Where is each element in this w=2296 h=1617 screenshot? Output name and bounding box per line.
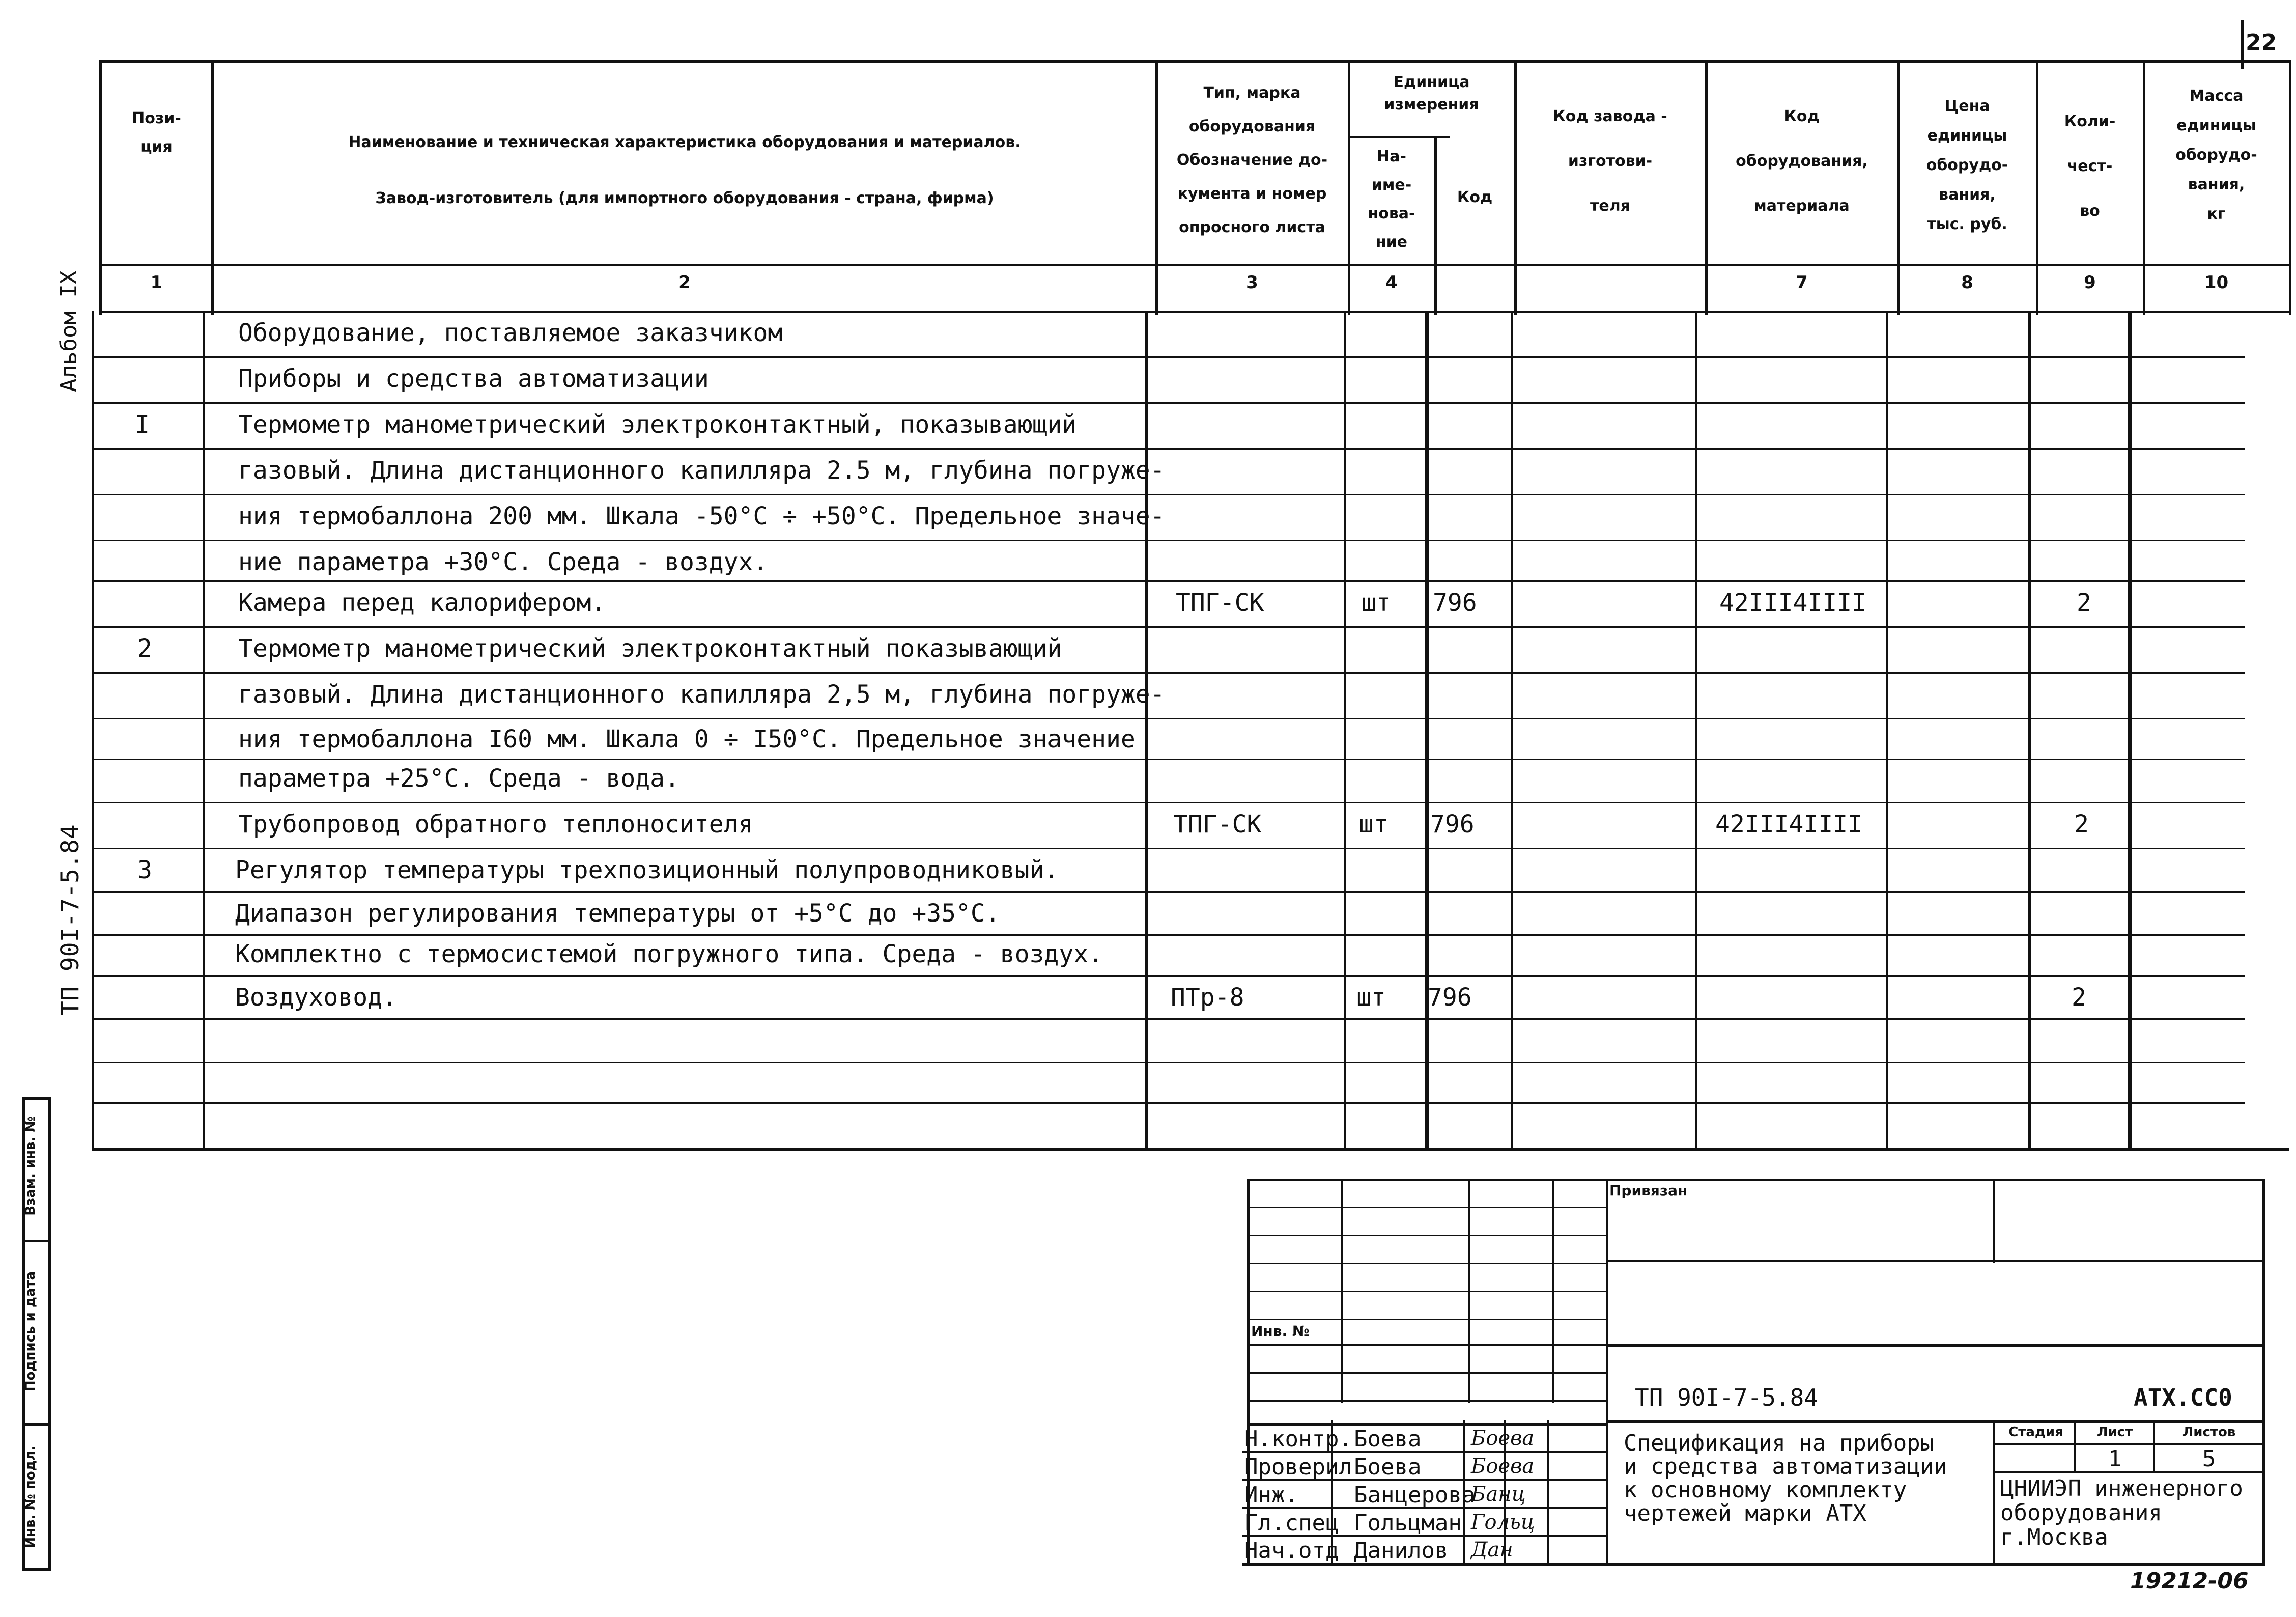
row-unit-code: 796 <box>1428 983 1472 1012</box>
row-quantity: 2 <box>2077 589 2091 617</box>
staff-role: Проверил <box>1244 1454 1352 1480</box>
table-row: Термометр манометрический электроконтактный, показывающий <box>238 410 1077 439</box>
table-row: Комплектно с термосистемой погружного типа. Среда - воздух. <box>235 940 1103 968</box>
table-row: параметра +25°С. Среда - вода. <box>238 764 679 793</box>
album-label: Альбом IX <box>56 270 82 392</box>
header-material-code: Код оборудования, материала <box>1736 107 1868 215</box>
side-label-vzam: Взам. инв. № <box>23 1116 38 1216</box>
colnum-2: 2 <box>678 272 691 293</box>
header-mass: Масса единицы оборудо- вания, кг <box>2175 87 2257 223</box>
staff-signature: Банц <box>1471 1483 1526 1506</box>
side-label-inv-podl: Инв. № подл. <box>23 1445 38 1548</box>
listov-value: 5 <box>2202 1446 2216 1472</box>
colnum-8: 8 <box>1961 272 1973 293</box>
row-type: ПТр-8 <box>1171 983 1244 1012</box>
row-unit: шт <box>1356 983 1386 1012</box>
table-row: Оборудование, поставляемое заказчиком <box>238 319 783 347</box>
table-row: Приборы и средства автоматизации <box>238 365 709 393</box>
table-row: Трубопровод обратного теплоносителя <box>238 810 753 839</box>
row-unit: шт <box>1359 810 1388 839</box>
privyazan-label: Привязан <box>1609 1182 1688 1199</box>
colnum-10: 10 <box>2204 272 2229 293</box>
header-unit-name: На- име- нова- ние <box>1368 148 1415 251</box>
side-label-podpis: Подпись и дата <box>23 1271 38 1392</box>
listov-label: Листов <box>2182 1425 2236 1440</box>
header-price: Цена единицы оборудо- вания, тыс. руб. <box>1926 97 2008 233</box>
table-row: газовый. Длина дистанционного капилляра 2,5 м, глубина погруже- <box>238 680 1165 709</box>
table-row: газовый. Длина дистанционного капилляра 2.5 м, глубина погруже- <box>238 456 1165 485</box>
archive-number: 19212-06 <box>2130 1568 2249 1594</box>
staff-signature: Боева <box>1471 1455 1535 1478</box>
staff-name: Банцерова <box>1354 1482 1476 1508</box>
staff-name: Боева <box>1354 1426 1422 1452</box>
row-type: ТПГ-СК <box>1173 810 1262 839</box>
header-unit-group: Единица измерения <box>1384 73 1479 114</box>
list-value: 1 <box>2108 1446 2122 1472</box>
header-unit-code: Код <box>1457 188 1493 206</box>
inv-no-label: Инв. № <box>1251 1323 1310 1340</box>
row-unit-code: 796 <box>1430 810 1475 839</box>
row-position: 3 <box>137 856 152 884</box>
staff-signature: Гольц <box>1471 1511 1535 1534</box>
staff-role: Гл.спец <box>1244 1510 1339 1536</box>
colnum-9: 9 <box>2084 272 2096 293</box>
header-quantity: Коли- чест- во <box>2064 113 2116 220</box>
header-position: Пози- ция <box>132 109 181 156</box>
row-unit: шт <box>1362 589 1391 617</box>
table-row: ния термобаллона 200 мм. Шкала -50°С ÷ +50°С. Предельное значе- <box>238 502 1165 531</box>
list-label: Лист <box>2096 1425 2133 1440</box>
staff-role: Н.контр. <box>1244 1426 1352 1452</box>
staff-name: Гольцман <box>1354 1510 1462 1536</box>
page-number: 22 <box>2246 30 2277 55</box>
table-row: ния термобаллона I60 мм. Шкала 0 ÷ I50°С. Предельное значение <box>238 725 1136 754</box>
side-doc-code: ТП 90I-7-5.84 <box>56 824 84 1016</box>
table-row: Диапазон регулирования температуры от +5°С до +35°С. <box>235 899 1000 928</box>
row-quantity: 2 <box>2074 810 2089 839</box>
colnum-7: 7 <box>1796 272 1808 293</box>
row-quantity: 2 <box>2072 983 2086 1012</box>
colnum-3: 3 <box>1246 272 1258 293</box>
staff-role: Нач.отд <box>1244 1538 1339 1564</box>
staff-signature: Дан <box>1471 1538 1513 1562</box>
colnum-4: 4 <box>1385 272 1398 293</box>
staff-signature: Боева <box>1471 1427 1535 1450</box>
row-material-code: 42III4IIII <box>1715 810 1862 839</box>
row-position: I <box>135 410 150 439</box>
document-title: Спецификация на приборы и средства автоматизации к основному комплекту чертежей марки АТХ <box>1624 1430 1947 1526</box>
organization: ЦНИИЭП инженерного оборудования г.Москва <box>2000 1475 2243 1550</box>
table-row: ние параметра +30°С. Среда - воздух. <box>238 548 768 576</box>
header-name: Наименование и техническая характеристика оборудования и материалов. Завод-изготовитель (для импортного оборудования - страна, фирма) <box>348 133 1021 207</box>
row-type: ТПГ-СК <box>1176 589 1264 617</box>
row-unit-code: 796 <box>1433 589 1477 617</box>
table-row: Камера перед калорифером. <box>238 589 606 617</box>
header-type: Тип, марка оборудования Обозначение до- кумента и номер опросного листа <box>1176 84 1328 236</box>
staff-name: Данилов <box>1354 1538 1449 1564</box>
row-position: 2 <box>137 634 152 663</box>
table-row: Термометр манометрический электроконтактный показывающий <box>238 634 1062 663</box>
staff-role: Инж. <box>1244 1482 1298 1508</box>
stadiya-label: Стадия <box>2008 1425 2063 1440</box>
colnum-1: 1 <box>150 272 163 293</box>
doc-code: ТП 90I-7-5.84 <box>1635 1384 1819 1411</box>
header-factory-code: Код завода - изготови- теля <box>1553 107 1667 215</box>
table-row: Регулятор температуры трехпозиционный полупроводниковый. <box>235 856 1059 884</box>
row-material-code: 42III4IIII <box>1719 589 1866 617</box>
staff-name: Боева <box>1354 1454 1422 1480</box>
table-row: Воздуховод. <box>235 983 397 1012</box>
doc-mark: АТХ.СС0 <box>2134 1384 2232 1411</box>
